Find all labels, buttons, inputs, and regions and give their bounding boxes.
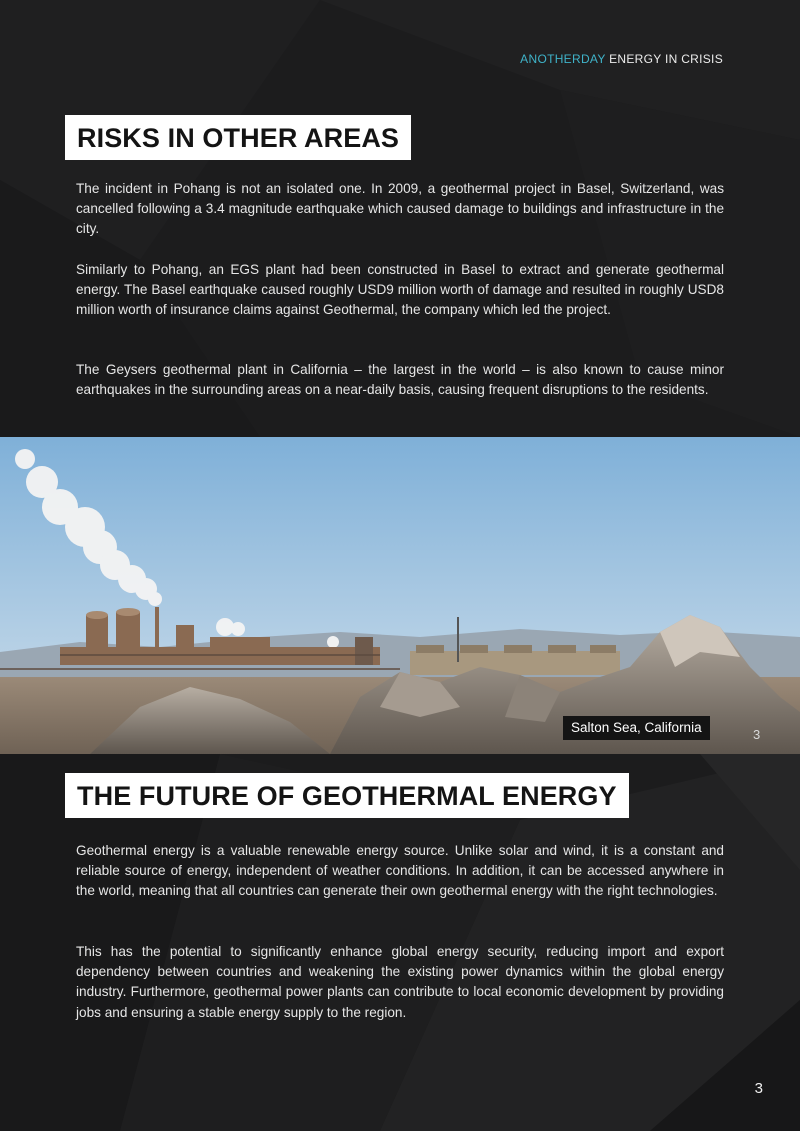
header-subtitle: ENERGY IN CRISIS — [609, 52, 723, 66]
salton-sea-photo — [0, 437, 800, 754]
section-heading-risks: RISKS IN OTHER AREAS — [65, 115, 411, 160]
page-number: 3 — [754, 1080, 763, 1097]
paragraph-basel-incident: The incident in Pohang is not an isolated one. In 2009, a geothermal project in Basel, Switzerland, was cancelled following a 3.4 magnitude earthquake which caused damage to buildings and infrastructure in the city. — [76, 181, 724, 237]
paragraph-geysers: The Geysers geothermal plant in California – the largest in the world – is also known to cause minor earthquakes in the surrounding areas on a near-daily basis, causing frequent disruptions to the residents. — [76, 362, 724, 398]
photo-number: 3 — [753, 727, 761, 742]
paragraph-renewable-source: Geothermal energy is a valuable renewable energy source. Unlike solar and wind, it is a constant and reliable source of energy, independent of weather conditions. In addition, it can be accessed anywhere in the world, meaning that all countries can generate their own geothermal energy with the right technologies. — [76, 843, 724, 899]
paragraph-energy-security: This has the potential to significantly enhance global energy security, reducing import and export dependency between countries and weakening the existing power dynamics within the global energy industry. Furthermore, geothermal power plants can contribute to local economic development by providing jobs and ensuring a stable energy supply to the region. — [76, 944, 724, 1020]
running-header — [520, 52, 723, 66]
section-heading-future: THE FUTURE OF GEOTHERMAL ENERGY — [65, 773, 629, 818]
header-brand: ANOTHERDAY — [520, 52, 606, 66]
photo-caption: Salton Sea, California — [563, 716, 710, 740]
paragraph-basel-damage: Similarly to Pohang, an EGS plant had been constructed in Basel to extract and generate geothermal energy. The Basel earthquake caused roughly USD9 million worth of damage and resulted in roughly USD8 million worth of insurance claims against Geothermal, the company which led the project. — [76, 262, 724, 318]
